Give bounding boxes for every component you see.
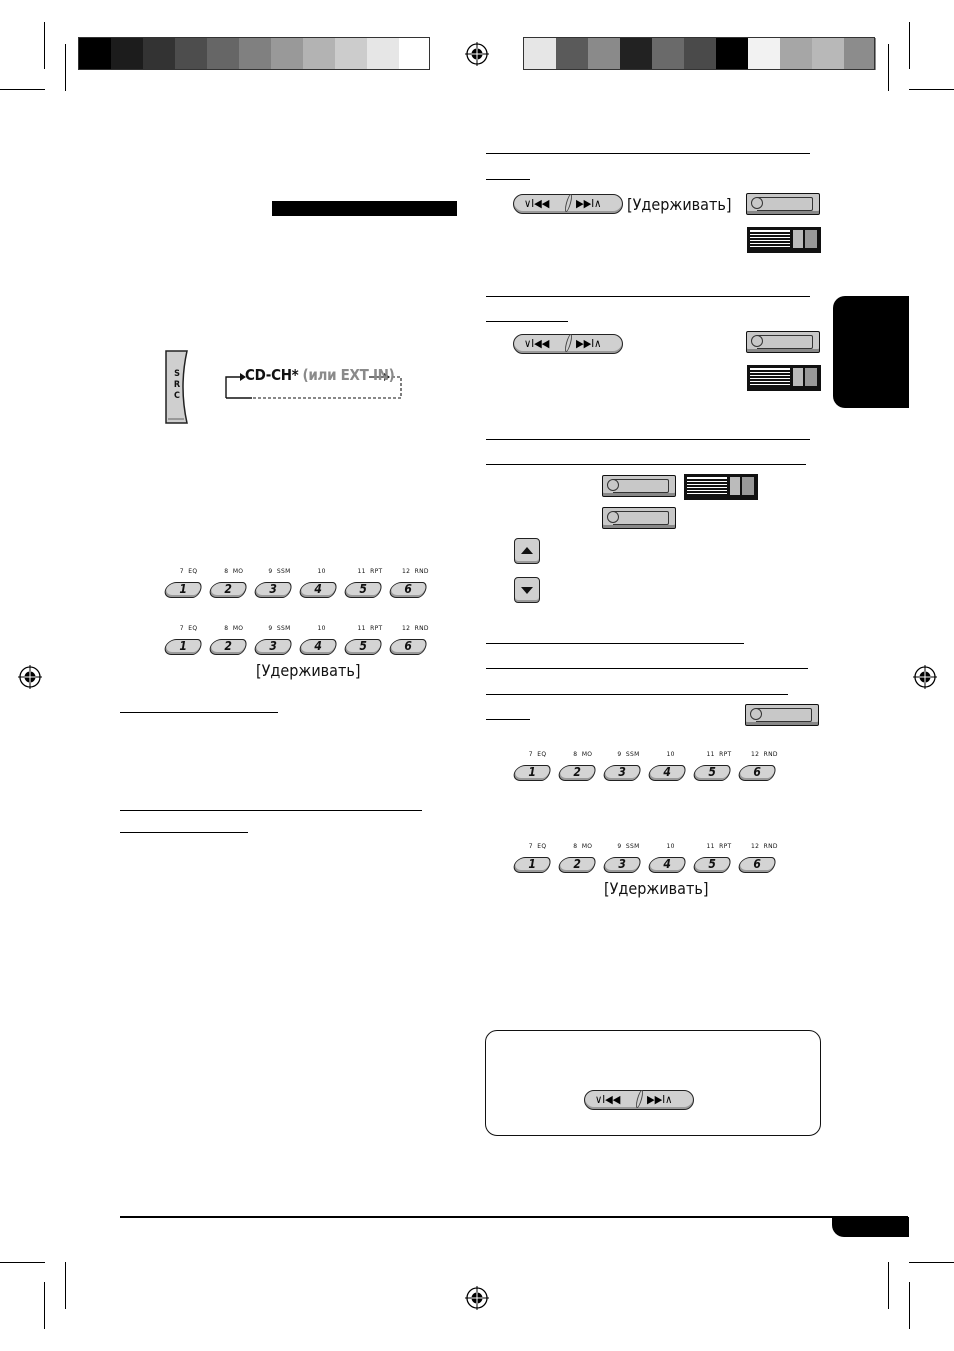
color-swatch bbox=[684, 38, 716, 70]
text-underline bbox=[120, 712, 278, 713]
preset-secondary-label: 7 EQ bbox=[528, 843, 547, 850]
preset-button-6[interactable] bbox=[736, 765, 777, 781]
preset-number: 1 bbox=[179, 582, 187, 596]
seek-divider bbox=[564, 194, 574, 212]
preset-secondary-label: 10 bbox=[317, 625, 326, 632]
color-swatch bbox=[748, 38, 780, 70]
preset-number: 2 bbox=[224, 639, 232, 653]
preset-button-1[interactable] bbox=[511, 765, 552, 781]
seek-divider bbox=[564, 334, 574, 352]
text-underline bbox=[486, 321, 568, 322]
language-tab bbox=[833, 296, 909, 408]
display-indicator-icon bbox=[602, 507, 676, 529]
registration-mark-icon bbox=[913, 665, 937, 689]
text-underline bbox=[486, 296, 810, 297]
preset-button-3[interactable] bbox=[252, 639, 293, 655]
preset-button-4[interactable] bbox=[646, 857, 687, 873]
preset-secondary-label: 9 SSM bbox=[268, 568, 291, 575]
preset-button-4[interactable] bbox=[297, 582, 338, 598]
preset-number: 1 bbox=[528, 857, 536, 871]
src-letter: S bbox=[174, 369, 180, 379]
preset-button-2[interactable] bbox=[556, 857, 597, 873]
preset-number: 6 bbox=[753, 857, 761, 871]
preset-button-3[interactable] bbox=[601, 857, 642, 873]
color-swatch bbox=[207, 38, 239, 70]
level-meter-icon bbox=[747, 365, 821, 391]
preset-secondary-label: 12 RND bbox=[401, 568, 429, 575]
preset-secondary-label: 12 RND bbox=[750, 843, 778, 850]
preset-secondary-label: 7 EQ bbox=[528, 751, 547, 758]
preset-button-5[interactable] bbox=[691, 765, 732, 781]
preset-number: 4 bbox=[663, 765, 671, 779]
preset-button-4[interactable] bbox=[646, 765, 687, 781]
display-indicator-icon bbox=[746, 193, 820, 215]
seek-forward-symbols: ▶▶I∧ bbox=[647, 1093, 673, 1106]
preset-button-3[interactable] bbox=[601, 765, 642, 781]
preset-button-6[interactable] bbox=[387, 639, 428, 655]
preset-number: 4 bbox=[314, 582, 322, 596]
text-underline bbox=[486, 153, 810, 154]
registration-mark-icon bbox=[465, 42, 489, 66]
color-swatch bbox=[780, 38, 812, 70]
preset-button-1[interactable] bbox=[162, 582, 203, 598]
color-swatch bbox=[79, 38, 111, 70]
registration-mark-icon bbox=[18, 665, 42, 689]
preset-button-5[interactable] bbox=[342, 639, 383, 655]
preset-number: 2 bbox=[573, 857, 581, 871]
preset-secondary-label: 10 bbox=[666, 751, 675, 758]
text-underline bbox=[486, 179, 530, 180]
preset-secondary-label: 8 MO bbox=[573, 751, 593, 758]
preset-number: 5 bbox=[708, 765, 716, 779]
color-swatch bbox=[143, 38, 175, 70]
preset-button-2[interactable] bbox=[556, 765, 597, 781]
text-underline bbox=[486, 439, 810, 440]
preset-button-2[interactable] bbox=[207, 582, 248, 598]
color-swatch bbox=[652, 38, 684, 70]
preset-secondary-label: 12 RND bbox=[750, 751, 778, 758]
seek-forward-symbols: ▶▶I∧ bbox=[576, 197, 602, 210]
text-underline bbox=[120, 810, 422, 811]
down-arrow-icon bbox=[515, 578, 539, 602]
preset-secondary-label: 11 RPT bbox=[706, 751, 732, 758]
hold-label: [Удерживать] bbox=[256, 661, 361, 680]
color-swatch bbox=[588, 38, 620, 70]
preset-number: 2 bbox=[224, 582, 232, 596]
preset-secondary-label: 11 RPT bbox=[357, 568, 383, 575]
seek-back-symbols: ∨I◀◀ bbox=[524, 337, 550, 350]
text-underline bbox=[486, 719, 530, 720]
preset-number: 3 bbox=[618, 857, 626, 871]
preset-number: 6 bbox=[404, 639, 412, 653]
preset-button-2[interactable] bbox=[207, 639, 248, 655]
hold-label: [Удерживать] bbox=[627, 195, 732, 214]
preset-number: 3 bbox=[269, 639, 277, 653]
color-swatch bbox=[335, 38, 367, 70]
text-underline bbox=[486, 464, 806, 465]
color-swatch bbox=[303, 38, 335, 70]
preset-button-1[interactable] bbox=[162, 639, 203, 655]
up-arrow-icon bbox=[515, 539, 539, 563]
seek-button[interactable] bbox=[513, 194, 623, 214]
preset-secondary-label: 7 EQ bbox=[179, 568, 198, 575]
preset-secondary-label: 9 SSM bbox=[617, 843, 640, 850]
src-letter: R bbox=[173, 380, 181, 390]
preset-button-6[interactable] bbox=[387, 582, 428, 598]
preset-number: 6 bbox=[753, 765, 761, 779]
display-indicator-icon bbox=[746, 331, 820, 353]
text-underline bbox=[486, 643, 744, 644]
seek-divider bbox=[635, 1090, 645, 1108]
preset-button-3[interactable] bbox=[252, 582, 293, 598]
color-swatch bbox=[399, 38, 431, 70]
display-indicator-icon bbox=[745, 704, 819, 726]
color-swatch bbox=[524, 38, 556, 70]
color-swatch bbox=[620, 38, 652, 70]
color-swatch bbox=[812, 38, 844, 70]
color-swatch bbox=[271, 38, 303, 70]
color-swatch bbox=[716, 38, 748, 70]
preset-secondary-label: 12 RND bbox=[401, 625, 429, 632]
seek-button[interactable] bbox=[513, 334, 623, 354]
source-ext-in-label: (или EXT IN) bbox=[302, 366, 395, 384]
preset-button-1[interactable] bbox=[511, 857, 552, 873]
preset-number: 5 bbox=[359, 582, 367, 596]
color-swatch bbox=[844, 38, 876, 70]
preset-secondary-label: 10 bbox=[666, 843, 675, 850]
preset-secondary-label: 11 RPT bbox=[706, 843, 732, 850]
seek-back-symbols: ∨I◀◀ bbox=[524, 197, 550, 210]
preset-secondary-label: 10 bbox=[317, 568, 326, 575]
level-meter-icon bbox=[684, 474, 758, 500]
seek-forward-symbols: ▶▶I∧ bbox=[576, 337, 602, 350]
src-letter: C bbox=[174, 391, 180, 401]
preset-number: 1 bbox=[179, 639, 187, 653]
preset-number: 5 bbox=[359, 639, 367, 653]
preset-number: 3 bbox=[269, 582, 277, 596]
color-swatch bbox=[175, 38, 207, 70]
section-heading-bar bbox=[272, 201, 457, 216]
text-underline bbox=[486, 694, 788, 695]
color-swatch bbox=[239, 38, 271, 70]
source-cd-changer-label: CD-CH* bbox=[245, 366, 299, 384]
preset-number: 2 bbox=[573, 765, 581, 779]
display-indicator-icon bbox=[602, 475, 676, 497]
hold-label: [Удерживать] bbox=[604, 879, 709, 898]
page-number-tab bbox=[832, 1217, 909, 1237]
preset-number: 6 bbox=[404, 582, 412, 596]
color-swatch bbox=[111, 38, 143, 70]
preset-number: 3 bbox=[618, 765, 626, 779]
preset-button-5[interactable] bbox=[342, 582, 383, 598]
preset-secondary-label: 9 SSM bbox=[617, 751, 640, 758]
seek-button[interactable] bbox=[584, 1090, 694, 1110]
preset-number: 5 bbox=[708, 857, 716, 871]
level-meter-icon bbox=[747, 227, 821, 253]
preset-button-6[interactable] bbox=[736, 857, 777, 873]
down-button[interactable] bbox=[514, 577, 540, 603]
text-underline bbox=[120, 832, 248, 833]
preset-secondary-label: 8 MO bbox=[224, 625, 244, 632]
seek-back-symbols: ∨I◀◀ bbox=[595, 1093, 621, 1106]
footer-rule bbox=[120, 1216, 908, 1218]
up-button[interactable] bbox=[514, 538, 540, 564]
color-swatch bbox=[556, 38, 588, 70]
preset-secondary-label: 8 MO bbox=[224, 568, 244, 575]
preset-number: 1 bbox=[528, 765, 536, 779]
preset-number: 4 bbox=[314, 639, 322, 653]
text-underline bbox=[486, 668, 808, 669]
preset-secondary-label: 7 EQ bbox=[179, 625, 198, 632]
preset-secondary-label: 11 RPT bbox=[357, 625, 383, 632]
preset-number: 4 bbox=[663, 857, 671, 871]
preset-button-4[interactable] bbox=[297, 639, 338, 655]
registration-mark-icon bbox=[465, 1286, 489, 1310]
color-swatch bbox=[367, 38, 399, 70]
preset-secondary-label: 8 MO bbox=[573, 843, 593, 850]
preset-secondary-label: 9 SSM bbox=[268, 625, 291, 632]
note-box bbox=[485, 1030, 821, 1136]
preset-button-5[interactable] bbox=[691, 857, 732, 873]
